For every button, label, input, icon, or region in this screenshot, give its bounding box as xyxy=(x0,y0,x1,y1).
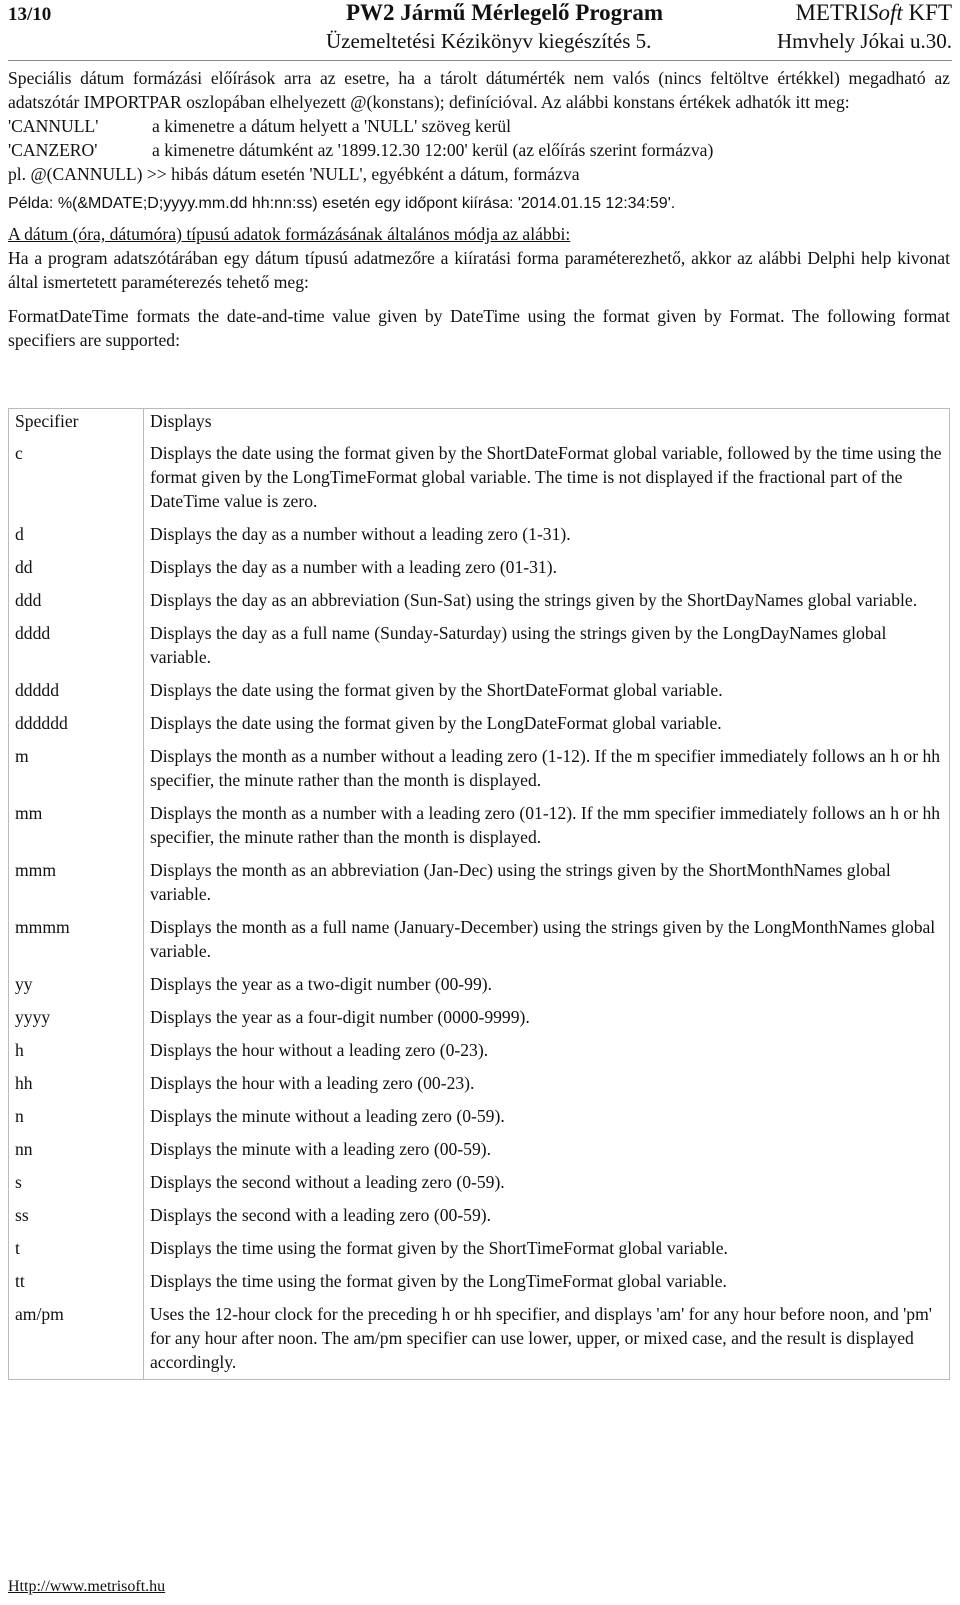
intro-section xyxy=(8,66,950,352)
displays-cell: Displays the month as a number without a leading zero (1-12). If the m specifier immediately follows an h or hh specifier, the minute rather than the month is displayed. xyxy=(150,746,941,790)
specifier-cell: am/pm xyxy=(9,1298,144,1380)
displays-cell: Displays the month as an abbreviation (Jan-Dec) using the strings given by the ShortMonthNames global variable. xyxy=(150,860,891,904)
specifier-cell: d xyxy=(9,518,144,551)
specifier-cell: ddddd xyxy=(9,674,144,707)
table-row xyxy=(9,551,950,584)
specifier-cell: m xyxy=(9,740,144,797)
description-paragraph: Ha a program adatszótárában egy dátum típusú adatmezőre a kiíratási forma paraméterezhető, akkor az alábbi Delphi help kivonat által ismertetett paraméterezés tehető meg: xyxy=(8,248,950,292)
constants-list xyxy=(8,114,950,162)
constant-key: 'CANNULL' xyxy=(8,116,99,136)
table-header-row xyxy=(9,409,950,438)
displays-cell: Displays the month as a full name (January-December) using the strings given by the LongMonthNames global variable. xyxy=(150,917,936,961)
displays-cell: Displays the second with a leading zero (00-59). xyxy=(150,1205,492,1225)
header-specifier: Specifier xyxy=(9,409,144,438)
table-row xyxy=(9,707,950,740)
specifier-cell: mmmm xyxy=(9,911,144,968)
displays-cell: Displays the year as a two-digit number (00-99). xyxy=(150,974,493,994)
specifier-cell: dddd xyxy=(9,617,144,674)
table-row xyxy=(9,1265,950,1298)
table-row xyxy=(9,1100,950,1133)
constant-description: a kimenetre dátumként az '1899.12.30 12:00' kerül (az előírás szerint formázva) xyxy=(152,140,714,160)
page-header xyxy=(8,0,952,61)
intro-paragraph: Speciális dátum formázási előírások arra az esetre, ha a tárolt dátumérték nem valós (nincs feltöltve értékkel) megadható az adatszótár IMPORTPAR oszlopában elhelyezett @(konstans); definícióval. Az alábbi konstans értékek adhatók itt meg: xyxy=(8,68,950,112)
specifier-cell: mmm xyxy=(9,854,144,911)
constant-description: a kimenetre a dátum helyett a 'NULL' szöveg kerül xyxy=(152,116,512,136)
displays-cell: Displays the date using the format given by the ShortDateFormat global variable, followed by the time using the format given by the LongTimeFormat global variable. The time is not displayed if the fractional part of the DateTime value is zero. xyxy=(150,443,942,511)
table-row xyxy=(9,740,950,797)
displays-cell: Displays the day as a number without a leading zero (1-31). xyxy=(150,524,571,544)
specifier-cell: h xyxy=(9,1034,144,1067)
format-specifier-table xyxy=(8,408,950,1380)
table-row xyxy=(9,1232,950,1265)
table-row xyxy=(9,968,950,1001)
page-number: 13/10 xyxy=(8,4,52,25)
displays-cell: Displays the date using the format given by the LongDateFormat global variable. xyxy=(150,713,722,733)
constant-row xyxy=(8,138,950,162)
page-footer xyxy=(8,1578,165,1596)
displays-cell: Displays the day as a number with a leading zero (01-31). xyxy=(150,557,557,577)
specifier-cell: yy xyxy=(9,968,144,1001)
displays-cell: Displays the date using the format given by the ShortDateFormat global variable. xyxy=(150,680,723,700)
website-link[interactable]: Http://www.metrisoft.hu xyxy=(8,1578,166,1595)
specifier-cell: dd xyxy=(9,551,144,584)
displays-cell: Displays the hour with a leading zero (00-23). xyxy=(150,1073,475,1093)
displays-cell: Displays the month as a number with a leading zero (01-12). If the mm specifier immediately follows an h or hh specifier, the minute rather than the month is displayed. xyxy=(150,803,941,847)
program-title: PW2 Jármű Mérlegelő Program xyxy=(346,0,663,25)
displays-cell: Displays the year as a four-digit number (0000-9999). xyxy=(150,1007,530,1027)
specifier-cell: dddddd xyxy=(9,707,144,740)
header-displays: Displays xyxy=(150,411,212,431)
specifier-cell: yyyy xyxy=(9,1001,144,1034)
specifier-cell: ss xyxy=(9,1199,144,1232)
table-row xyxy=(9,617,950,674)
company-name-italic: Soft xyxy=(867,0,903,25)
table-row xyxy=(9,518,950,551)
specifier-cell: ddd xyxy=(9,584,144,617)
displays-cell: Displays the hour without a leading zero (0-23). xyxy=(150,1040,489,1060)
table-row xyxy=(9,1298,950,1380)
constant-row xyxy=(8,114,950,138)
table-row xyxy=(9,1133,950,1166)
specifier-cell: tt xyxy=(9,1265,144,1298)
table-row xyxy=(9,1067,950,1100)
table-row xyxy=(9,584,950,617)
manual-subtitle: Üzemeltetési Kézikönyv kiegészítés 5. xyxy=(326,29,652,53)
specifier-cell: mm xyxy=(9,797,144,854)
table-row xyxy=(9,911,950,968)
displays-cell: Displays the second without a leading zero (0-59). xyxy=(150,1172,505,1192)
specifier-cell: c xyxy=(9,437,144,518)
formatdatetime-paragraph: FormatDateTime formats the date-and-time value given by DateTime using the format given by Format. The following format specifiers are supported: xyxy=(8,306,950,350)
company-name-part: METRI xyxy=(795,0,868,25)
displays-cell: Displays the day as a full name (Sunday-Saturday) using the strings given by the LongDayNames global variable. xyxy=(150,623,887,667)
section-heading: A dátum (óra, dátumóra) típusú adatok formázásának általános módja az alábbi: xyxy=(8,224,571,244)
displays-cell: Displays the day as an abbreviation (Sun-Sat) using the strings given by the ShortDayNames global variable. xyxy=(150,590,918,610)
table-row xyxy=(9,674,950,707)
displays-cell: Displays the minute with a leading zero (00-59). xyxy=(150,1139,492,1159)
displays-cell: Displays the time using the format given by the LongTimeFormat global variable. xyxy=(150,1271,727,1291)
displays-cell: Uses the 12-hour clock for the preceding h or hh specifier, and displays 'am' for any hour before noon, and 'pm' for any hour after noon. The am/pm specifier can use lower, upper, or mixed case, and the result is displayed accordingly. xyxy=(150,1304,932,1372)
company-address: Hmvhely Jókai u.30. xyxy=(777,29,952,53)
table-row xyxy=(9,1166,950,1199)
specifier-cell: hh xyxy=(9,1067,144,1100)
displays-cell: Displays the time using the format given by the ShortTimeFormat global variable. xyxy=(150,1238,728,1258)
table-row xyxy=(9,437,950,518)
specifier-cell: s xyxy=(9,1166,144,1199)
table-row xyxy=(9,797,950,854)
company-name xyxy=(795,0,952,26)
example-pelda: Példa: %(&MDATE;D;yyyy.mm.dd hh:nn:ss) esetén egy időpont kiírása: '2014.01.15 12:34:59'. xyxy=(8,195,676,212)
table-row xyxy=(9,1034,950,1067)
table-row xyxy=(9,854,950,911)
table-row xyxy=(9,1001,950,1034)
specifier-cell: n xyxy=(9,1100,144,1133)
company-name-suffix: KFT xyxy=(902,0,952,25)
example-pl: pl. @(CANNULL) >> hibás dátum esetén 'NULL', egyébként a dátum, formázva xyxy=(8,164,580,184)
constant-key: 'CANZERO' xyxy=(8,140,98,160)
table-row xyxy=(9,1199,950,1232)
specifier-cell: t xyxy=(9,1232,144,1265)
displays-cell: Displays the minute without a leading zero (0-59). xyxy=(150,1106,505,1126)
specifier-cell: nn xyxy=(9,1133,144,1166)
